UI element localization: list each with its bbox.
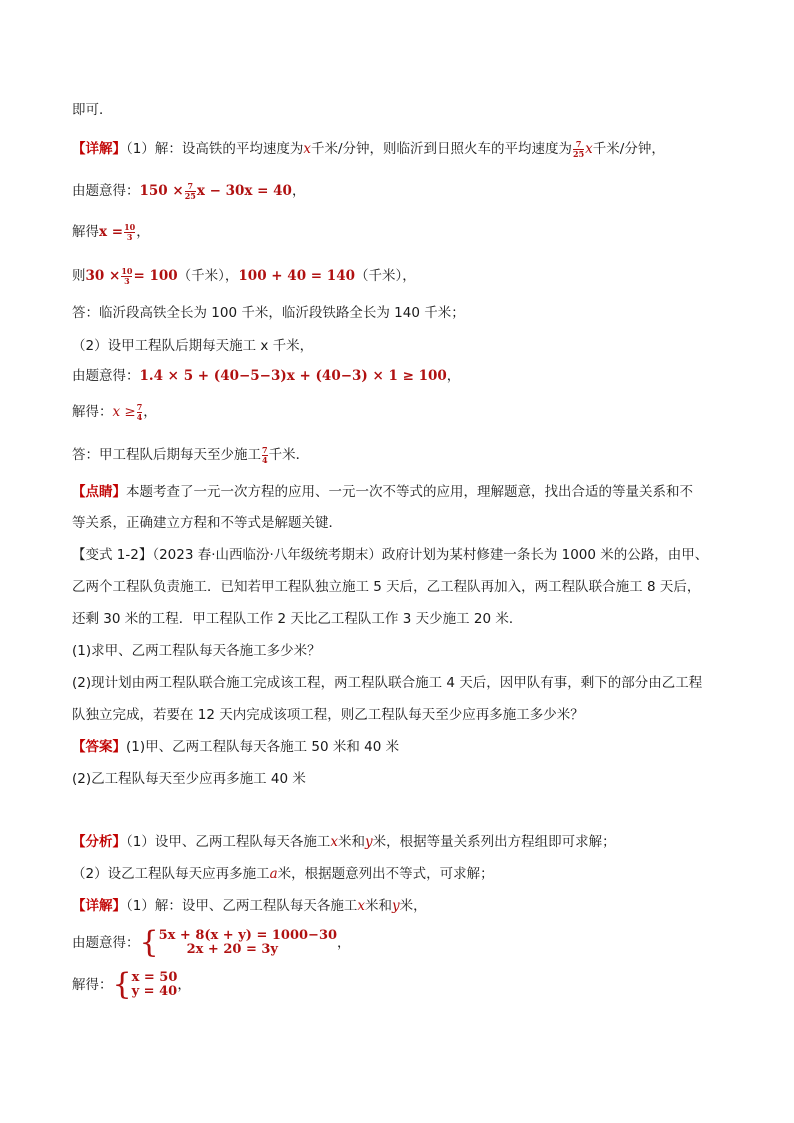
equation-line: 由题意得：150 × $\frac{7}{25}$ x − 30x = 40， — [72, 180, 306, 201]
brace-icon: { — [112, 967, 132, 1002]
detail-tag: 【详解】 — [72, 898, 126, 914]
detail-line: 【详解】（1）解：设甲、乙两工程队每天各施工x米和y米， — [72, 898, 427, 914]
answer-line: 答：甲工程队后期每天至少施工 $\frac{7}{4}$ 千米． — [72, 444, 310, 465]
question-line: (2)现计划由两工程队联合施工完成该工程，两工程队联合施工 4 天后，因甲队有事，剩下的部分由乙工程 — [72, 675, 703, 691]
text-line: 即可． — [72, 102, 113, 118]
answer-tag: 【答案】 — [72, 739, 126, 755]
text-line: 等关系，正确建立方程和不等式是解题关键． — [72, 515, 342, 531]
fraction: $\frac{7}{25}$ — [184, 180, 196, 201]
detail-line: 【详解】（1）解：设高铁的平均速度为x千米/分钟，则临沂到日照火车的平均速度为 $\frac{7}{25}$ x千米/分钟， — [72, 138, 665, 159]
question-line: 队独立完成，若要在 12 天内完成该项工程，则乙工程队每天至少应再多施工多少米？ — [72, 707, 584, 723]
problem-line: 还剩 30 米的工程．甲工程队工作 2 天比乙工程队工作 3 天少施工 20 米． — [72, 611, 523, 627]
solution-line: 解得x = $\frac{10}{3}$ ， — [72, 221, 150, 242]
fraction: $\frac{7}{4}$ — [136, 401, 143, 422]
text-line: 答：临沂段高铁全长为 100 千米，临沂段铁路全长为 140 千米； — [72, 305, 465, 321]
review-line: 【点睛】本题考查了一元一次方程的应用、一元一次不等式的应用，理解题意，找出合适的等量关系和不 — [72, 484, 693, 500]
solution-line: 解得：x ≥ $\frac{7}{4}$ ， — [72, 401, 157, 422]
solution-system: x = 50 y = 40 — [131, 970, 178, 999]
fraction: $\frac{7}{4}$ — [262, 444, 268, 465]
text-line: （2）设甲工程队后期每天施工 x 千米， — [72, 338, 314, 354]
answer-line: 【答案】(1)甲、乙两工程队每天各施工 50 米和 40 米 — [72, 739, 400, 755]
problem-line: 乙两个工程队负责施工．已知若甲工程队独立施工 5 天后，乙工程队再加入，两工程队联合施工 8 天后， — [72, 579, 701, 595]
brace-icon: { — [139, 925, 159, 960]
fraction: $\frac{10}{3}$ — [124, 221, 136, 242]
equation-system: 5x + 8(x + y) = 1000−30 2x + 20 = 3y — [158, 928, 338, 957]
calculation-line: 则30 × $\frac{10}{3}$ = 100（千米），100 + 40 = 140（千米）， — [72, 265, 416, 286]
equation-system-line: 由题意得：{ 5x + 8(x + y) = 1000−30 2x + 20 = 3y ， — [72, 925, 351, 960]
detail-tag: 【详解】 — [72, 141, 126, 157]
review-tag: 【点睛】 — [72, 484, 126, 500]
answer-line: (2)乙工程队每天至少应再多施工 40 米 — [72, 771, 306, 787]
fraction: $\frac{7}{25}$ — [573, 138, 585, 159]
fraction: $\frac{10}{3}$ — [121, 265, 133, 286]
solution-system-line: 解得：{ x = 50 y = 40 ， — [72, 967, 191, 1002]
problem-line: 【变式 1-2】（2023 春·山西临汾·八年级统考期末）政府计划为某村修建一条长为 1000 米的公路，由甲、 — [72, 547, 709, 563]
analysis-line: （2）设乙工程队每天应再多施工a米，根据题意列出不等式，可求解； — [72, 866, 494, 882]
analysis-tag: 【分析】 — [72, 834, 126, 850]
inequality-line: 由题意得：1.4 × 5 + (40−5−3)x + (40−3) × 1 ≥ 100， — [72, 368, 461, 384]
analysis-line: 【分析】（1）设甲、乙两工程队每天各施工x米和y米，根据等量关系列出方程组即可求解； — [72, 834, 616, 850]
question-line: (1)求甲、乙两工程队每天各施工多少米？ — [72, 643, 321, 659]
